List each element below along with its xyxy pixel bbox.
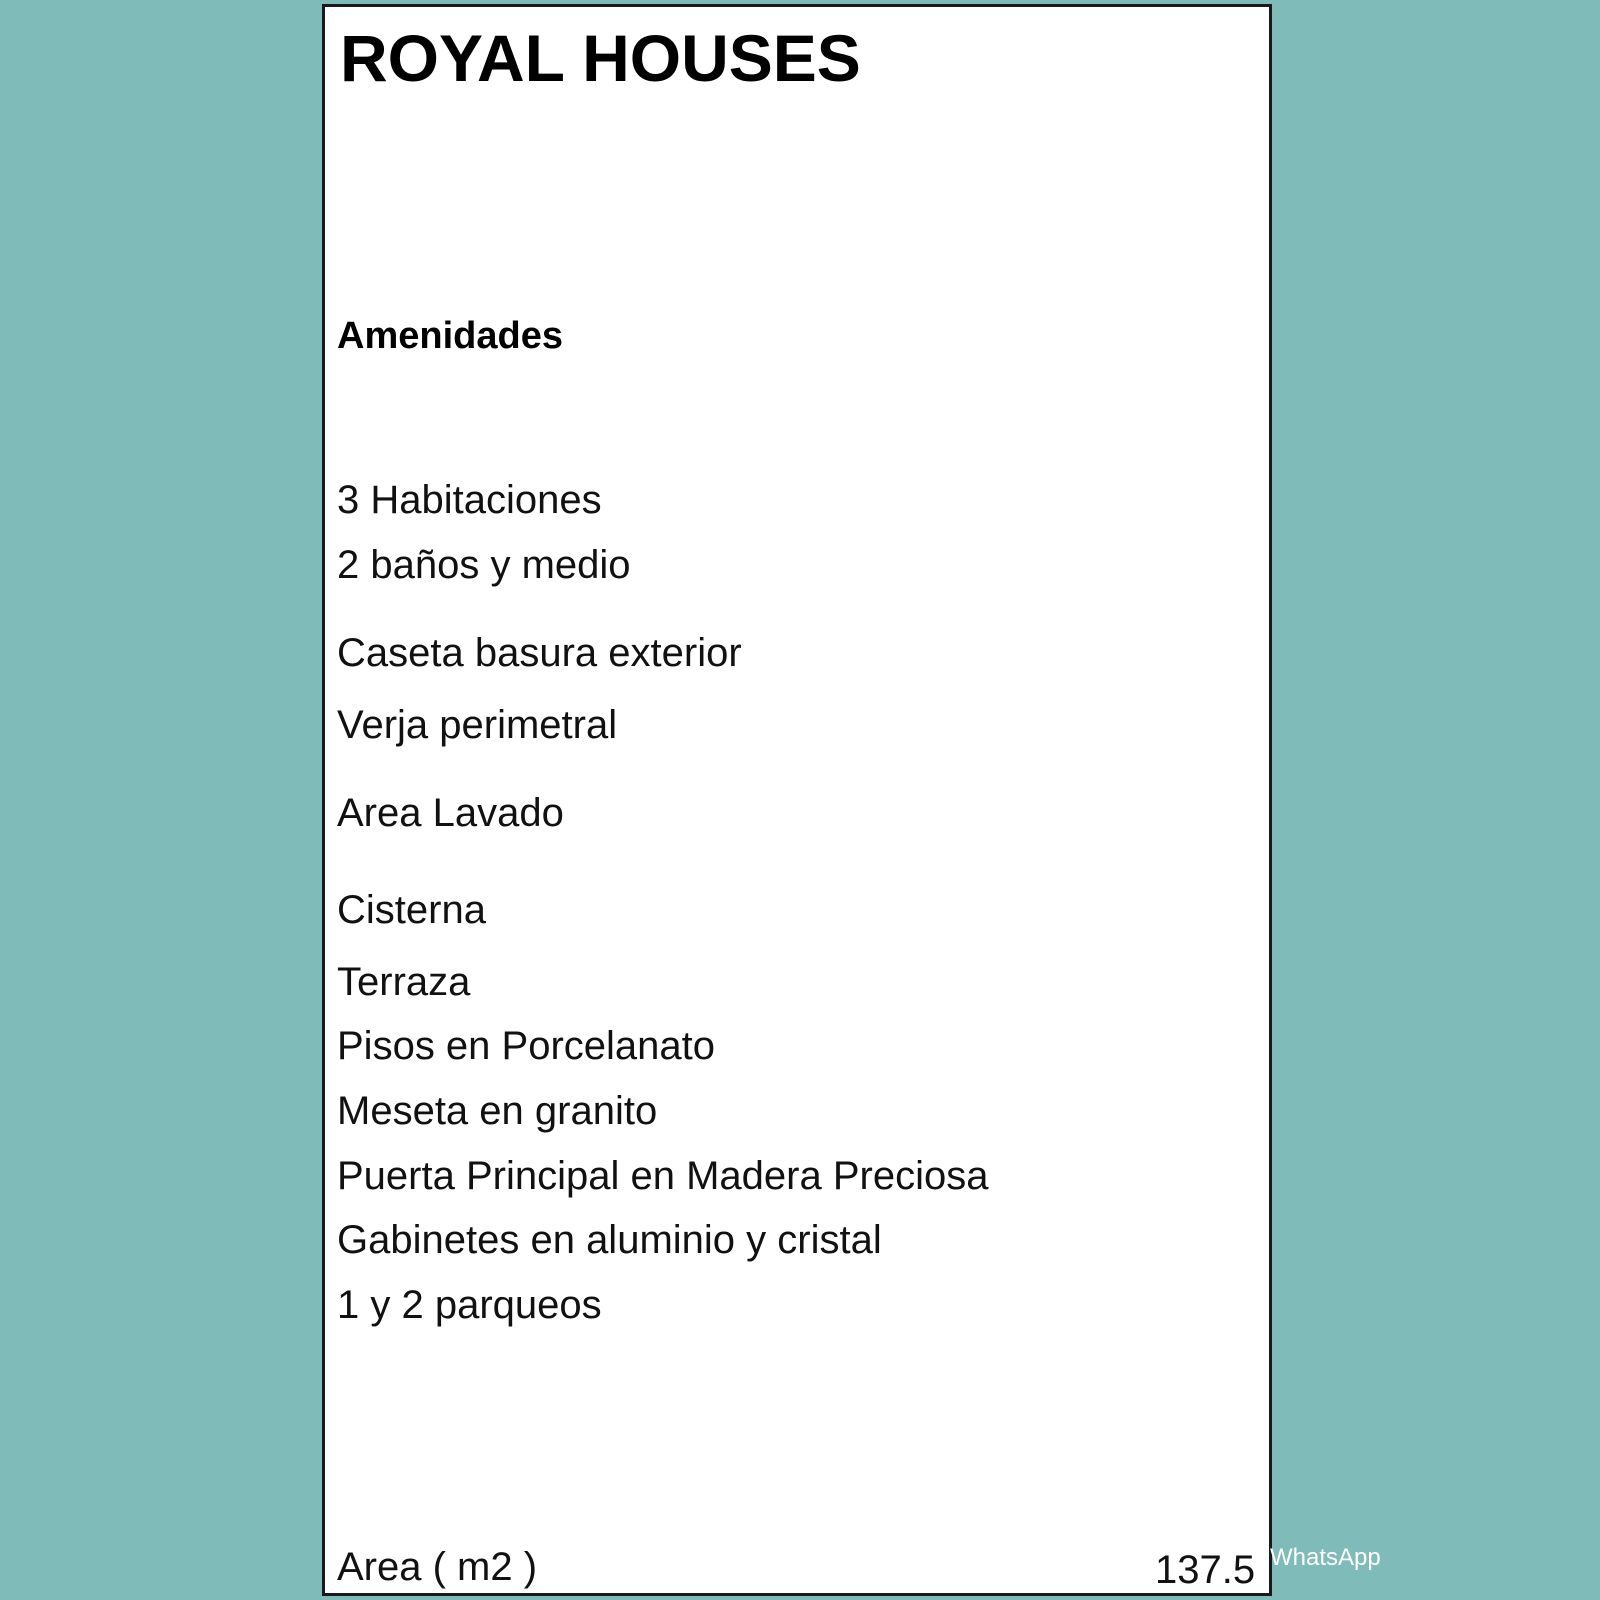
amenity-item: Gabinetes en aluminio y cristal (337, 1218, 882, 1262)
amenities-heading: Amenidades (337, 315, 563, 357)
amenity-item: 1 y 2 parqueos (337, 1283, 602, 1327)
amenity-item: Area Lavado (337, 791, 564, 835)
area-value: 137.5 (1155, 1548, 1256, 1592)
amenity-item: Caseta basura exterior (337, 631, 742, 675)
amenity-item: Pisos en Porcelanato (337, 1024, 716, 1068)
amenity-item: Terraza (337, 960, 471, 1004)
amenity-item: Meseta en granito (337, 1089, 658, 1133)
area-label: Area ( m2 ) (337, 1545, 538, 1589)
document-title: ROYAL HOUSES (340, 21, 861, 95)
amenity-item: Puerta Principal en Madera Preciosa (337, 1154, 989, 1198)
whatsapp-watermark: WhatsApp (1270, 1544, 1381, 1571)
amenity-item: 3 Habitaciones (337, 478, 602, 522)
amenity-item: Verja perimetral (337, 703, 618, 747)
amenity-item: Cisterna (337, 888, 486, 932)
amenity-item: 2 baños y medio (337, 543, 631, 587)
